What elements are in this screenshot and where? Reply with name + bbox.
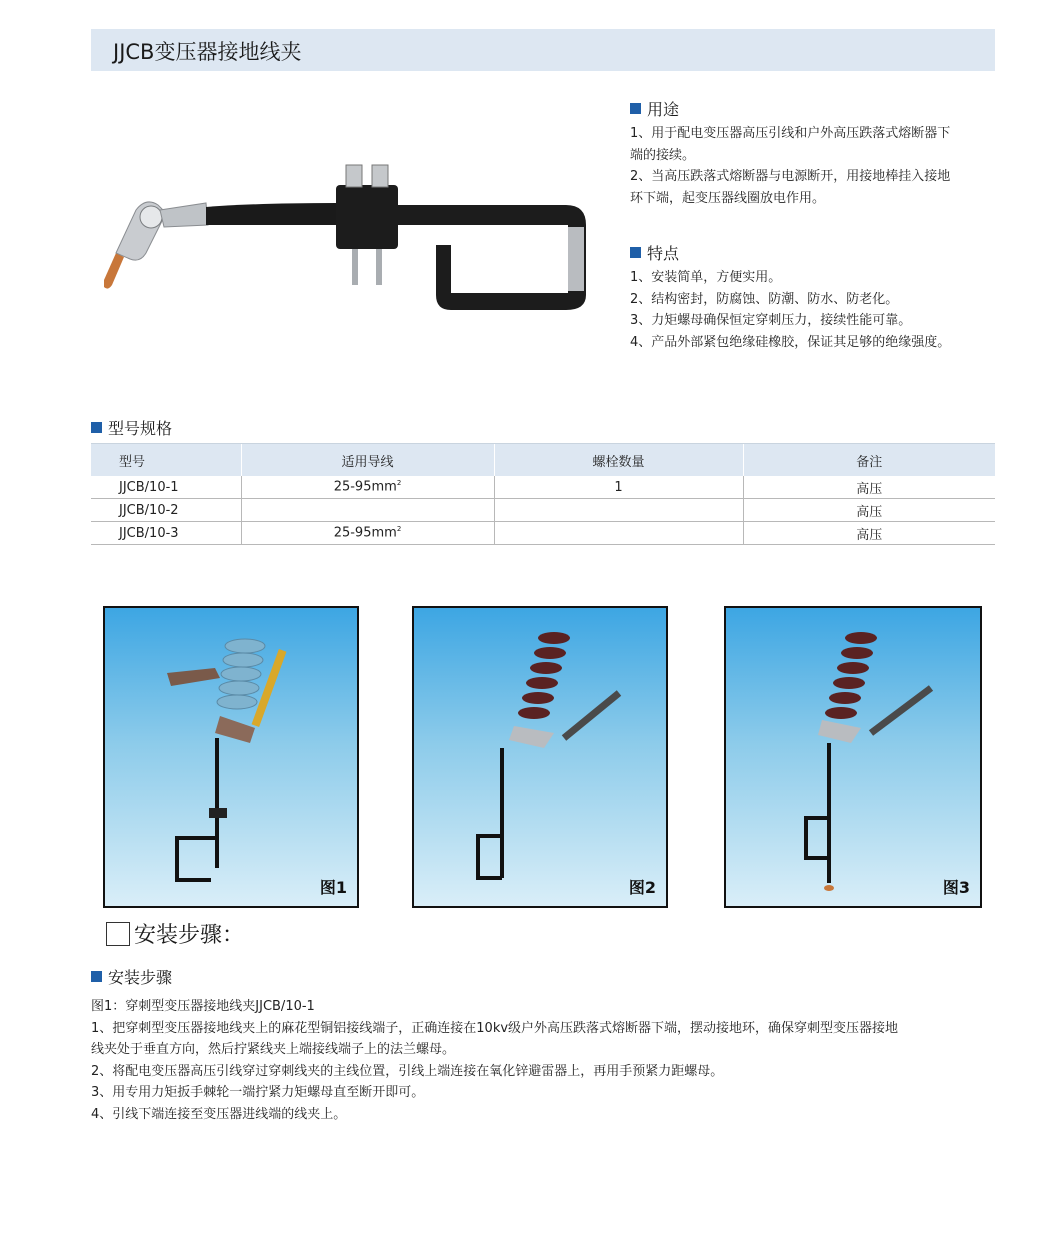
table-row: JJCB/10-1 $25-95mm^2$ 1 高压 — [91, 476, 995, 499]
figure-1-photo — [103, 606, 359, 908]
checkbox-square-icon — [106, 922, 130, 946]
figure-3-caption: 图3 — [942, 878, 970, 897]
bullet-square-icon — [630, 247, 641, 258]
page-title: JJCB变压器接地线夹 — [113, 40, 302, 64]
figure-2-photo — [412, 606, 668, 908]
install-big-heading: 安装步骤： — [106, 918, 244, 949]
install-heading: 安装步骤 — [91, 965, 172, 988]
bullet-square-icon — [630, 103, 641, 114]
bullet-square-icon — [91, 971, 102, 982]
spec-heading: 型号规格 — [91, 416, 172, 439]
fuse-cutout-illustration — [726, 608, 980, 906]
spec-table — [91, 443, 995, 545]
table-row: JJCB/10-2 高压 — [91, 499, 995, 522]
bullet-square-icon — [91, 422, 102, 433]
fuse-cutout-illustration — [105, 608, 357, 906]
product-image — [96, 155, 606, 335]
fuse-cutout-illustration — [414, 608, 666, 906]
features-text: 1、安装简单，方便实用。 2、结构密封，防腐蚀、防潮、防水、防老化。 3、力矩螺母确保恒定穿刺压力，接续性能可靠。 4、产品外部紧包绝缘硅橡胶，保证其足够的绝缘强度。 — [630, 270, 951, 350]
figure-1-caption: 图1 — [319, 878, 347, 897]
figure-3-photo — [724, 606, 982, 908]
usage-heading: 用途 — [630, 97, 679, 120]
table-row: JJCB/10-3 $25-95mm^2$ 高压 — [91, 522, 995, 545]
title-bar — [91, 29, 995, 71]
table-header-row: 型号 适用导线 螺栓数量 备注 — [91, 444, 995, 477]
install-text: 图1：穿刺型变压器接地线夹JJCB/10-1 1、把穿刺型变压器接地线夹上的麻花型铜铝接线端子，正确连接在10kv级户外高压跌落式熔断器下端，摆动接地环，确保穿刺型变压器接地 线夹处于垂直方向，然后拧紧线夹上端接线端子上的法兰螺母。 2、将配电变压器高压引线穿过穿刺线夹的主线位置，引线上端连接在氧化锌避雷器上，再用手预紧力距螺母。 3、用专用力矩扳手棘轮一端拧紧力矩螺母直至断开即可。 4、引线下端连接至变压器进线端的线夹上。 — [91, 999, 899, 1122]
features-heading: 特点 — [630, 241, 679, 264]
figure-2-caption: 图2 — [628, 878, 656, 897]
usage-text: 1、用于配电变压器高压引线和户外高压跌落式熔断器下 端的接续。 2、当高压跌落式熔断器与电源断开，用接地棒挂入接地 环下端，起变压器线圈放电作用。 — [630, 126, 951, 206]
